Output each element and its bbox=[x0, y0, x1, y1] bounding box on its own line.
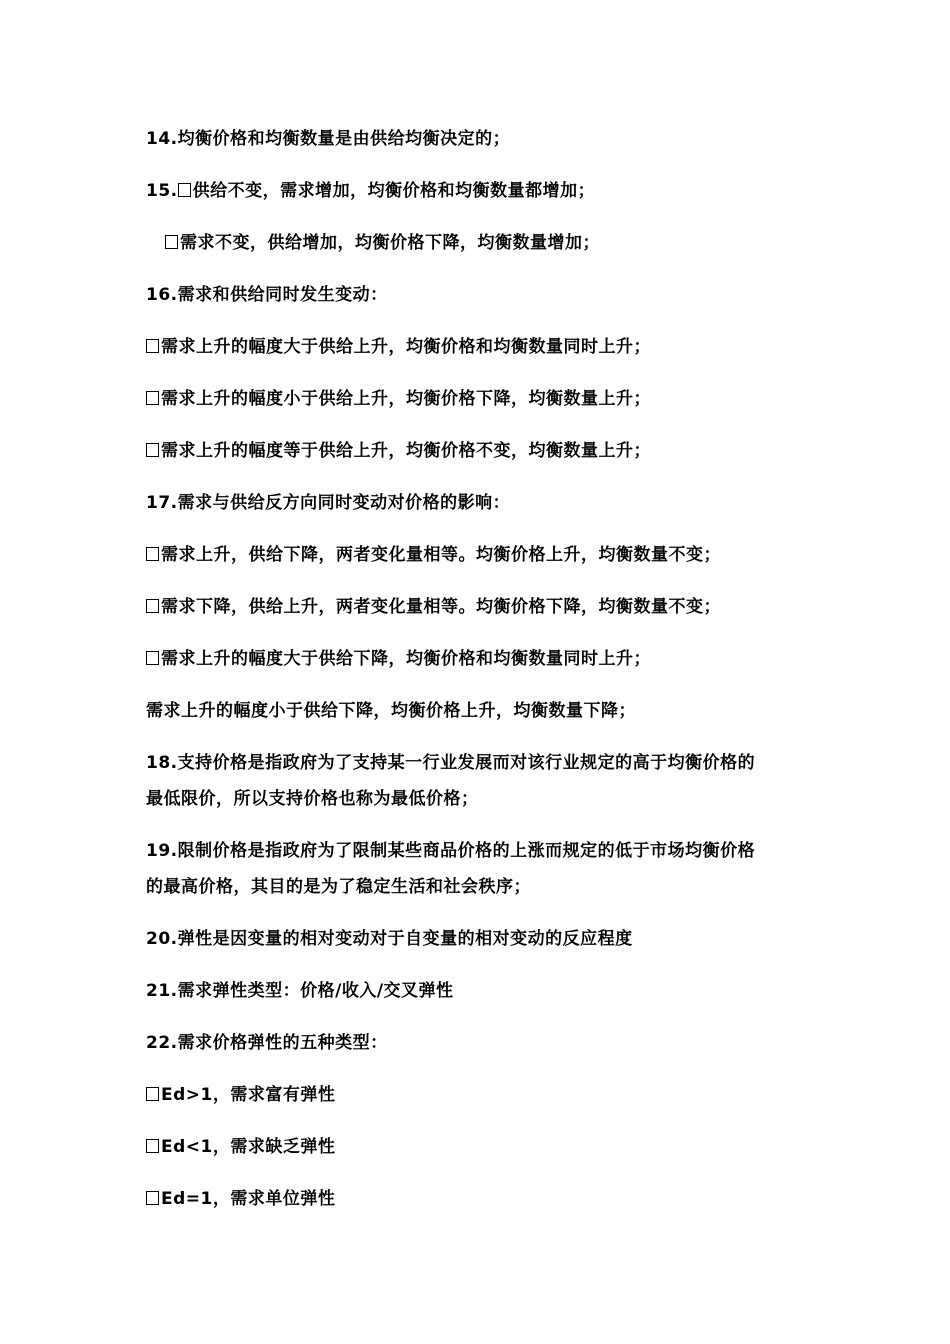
checkbox-icon bbox=[146, 391, 159, 405]
point-21-text: 21.需求弹性类型：价格/收入/交叉弹性 bbox=[146, 981, 454, 1001]
point-17 bbox=[146, 491, 510, 515]
point-14 bbox=[146, 127, 510, 151]
point-22-item-3-text: Ed=1，需求单位弹性 bbox=[161, 1189, 336, 1209]
point-22-item-2-text: Ed<1，需求缺乏弹性 bbox=[161, 1137, 336, 1157]
point-14-text: 14.均衡价格和均衡数量是由供给均衡决定的； bbox=[146, 129, 511, 149]
checkbox-icon bbox=[146, 651, 159, 665]
point-19-line-1 bbox=[146, 839, 755, 863]
checkbox-icon bbox=[146, 1139, 159, 1153]
checkbox-icon bbox=[178, 183, 191, 197]
point-17-item-3 bbox=[146, 647, 651, 671]
point-15 bbox=[146, 179, 595, 203]
point-20 bbox=[146, 927, 633, 951]
point-16 bbox=[146, 283, 388, 307]
point-21 bbox=[146, 979, 454, 1003]
checkbox-icon bbox=[146, 547, 159, 561]
checkbox-icon bbox=[146, 1191, 159, 1205]
point-16-text: 16.需求和供给同时发生变动： bbox=[146, 285, 388, 305]
point-15-item-2: 需求不变，供给增加，均衡价格下降，均衡数量增加； bbox=[180, 233, 600, 253]
point-16-item-2 bbox=[146, 387, 651, 411]
checkbox-icon bbox=[146, 443, 159, 457]
point-22-item-1 bbox=[146, 1083, 335, 1107]
checkbox-icon bbox=[165, 235, 178, 249]
point-15-number: 15. bbox=[146, 181, 178, 201]
point-15-line-2 bbox=[165, 231, 600, 255]
point-18-line-2 bbox=[146, 787, 479, 811]
point-19-line-2 bbox=[146, 875, 531, 899]
point-18-text-1: 18.支持价格是指政府为了支持某一行业发展而对该行业规定的高于均衡价格的 bbox=[146, 753, 756, 773]
point-17-item-4-text: 需求上升的幅度小于供给下降，均衡价格上升，均衡数量下降； bbox=[146, 701, 636, 721]
point-22-item-2 bbox=[146, 1135, 335, 1159]
point-19-text-2: 的最高价格，其目的是为了稳定生活和社会秩序； bbox=[146, 877, 531, 897]
point-17-item-2-text: 需求下降，供给上升，两者变化量相等。均衡价格下降，均衡数量不变； bbox=[161, 597, 721, 617]
point-17-item-1 bbox=[146, 543, 721, 567]
point-17-item-1-text: 需求上升，供给下降，两者变化量相等。均衡价格上升，均衡数量不变； bbox=[161, 545, 721, 565]
point-16-item-2-text: 需求上升的幅度小于供给上升，均衡价格下降，均衡数量上升； bbox=[161, 389, 651, 409]
point-18-text-2: 最低限价，所以支持价格也称为最低价格； bbox=[146, 789, 479, 809]
point-16-item-1 bbox=[146, 335, 651, 359]
point-22 bbox=[146, 1031, 388, 1055]
point-17-item-2 bbox=[146, 595, 721, 619]
point-22-item-3 bbox=[146, 1187, 335, 1211]
point-22-text: 22.需求价格弹性的五种类型： bbox=[146, 1033, 388, 1053]
checkbox-icon bbox=[146, 1087, 159, 1101]
point-17-text: 17.需求与供给反方向同时变动对价格的影响： bbox=[146, 493, 511, 513]
point-17-item-3-text: 需求上升的幅度大于供给下降，均衡价格和均衡数量同时上升； bbox=[161, 649, 651, 669]
point-16-item-3-text: 需求上升的幅度等于供给上升，均衡价格不变，均衡数量上升； bbox=[161, 441, 651, 461]
point-16-item-1-text: 需求上升的幅度大于供给上升，均衡价格和均衡数量同时上升； bbox=[161, 337, 651, 357]
point-20-text: 20.弹性是因变量的相对变动对于自变量的相对变动的反应程度 bbox=[146, 929, 633, 949]
checkbox-icon bbox=[146, 599, 159, 613]
point-17-item-4 bbox=[146, 699, 636, 723]
checkbox-icon bbox=[146, 339, 159, 353]
point-16-item-3 bbox=[146, 439, 651, 463]
point-15-item-1: 供给不变，需求增加，均衡价格和均衡数量都增加； bbox=[192, 181, 596, 201]
point-19-text-1: 19.限制价格是指政府为了限制某些商品价格的上涨而规定的低于市场均衡价格 bbox=[146, 841, 756, 861]
point-18-line-1 bbox=[146, 751, 755, 775]
point-22-item-1-text: Ed>1，需求富有弹性 bbox=[161, 1085, 336, 1105]
